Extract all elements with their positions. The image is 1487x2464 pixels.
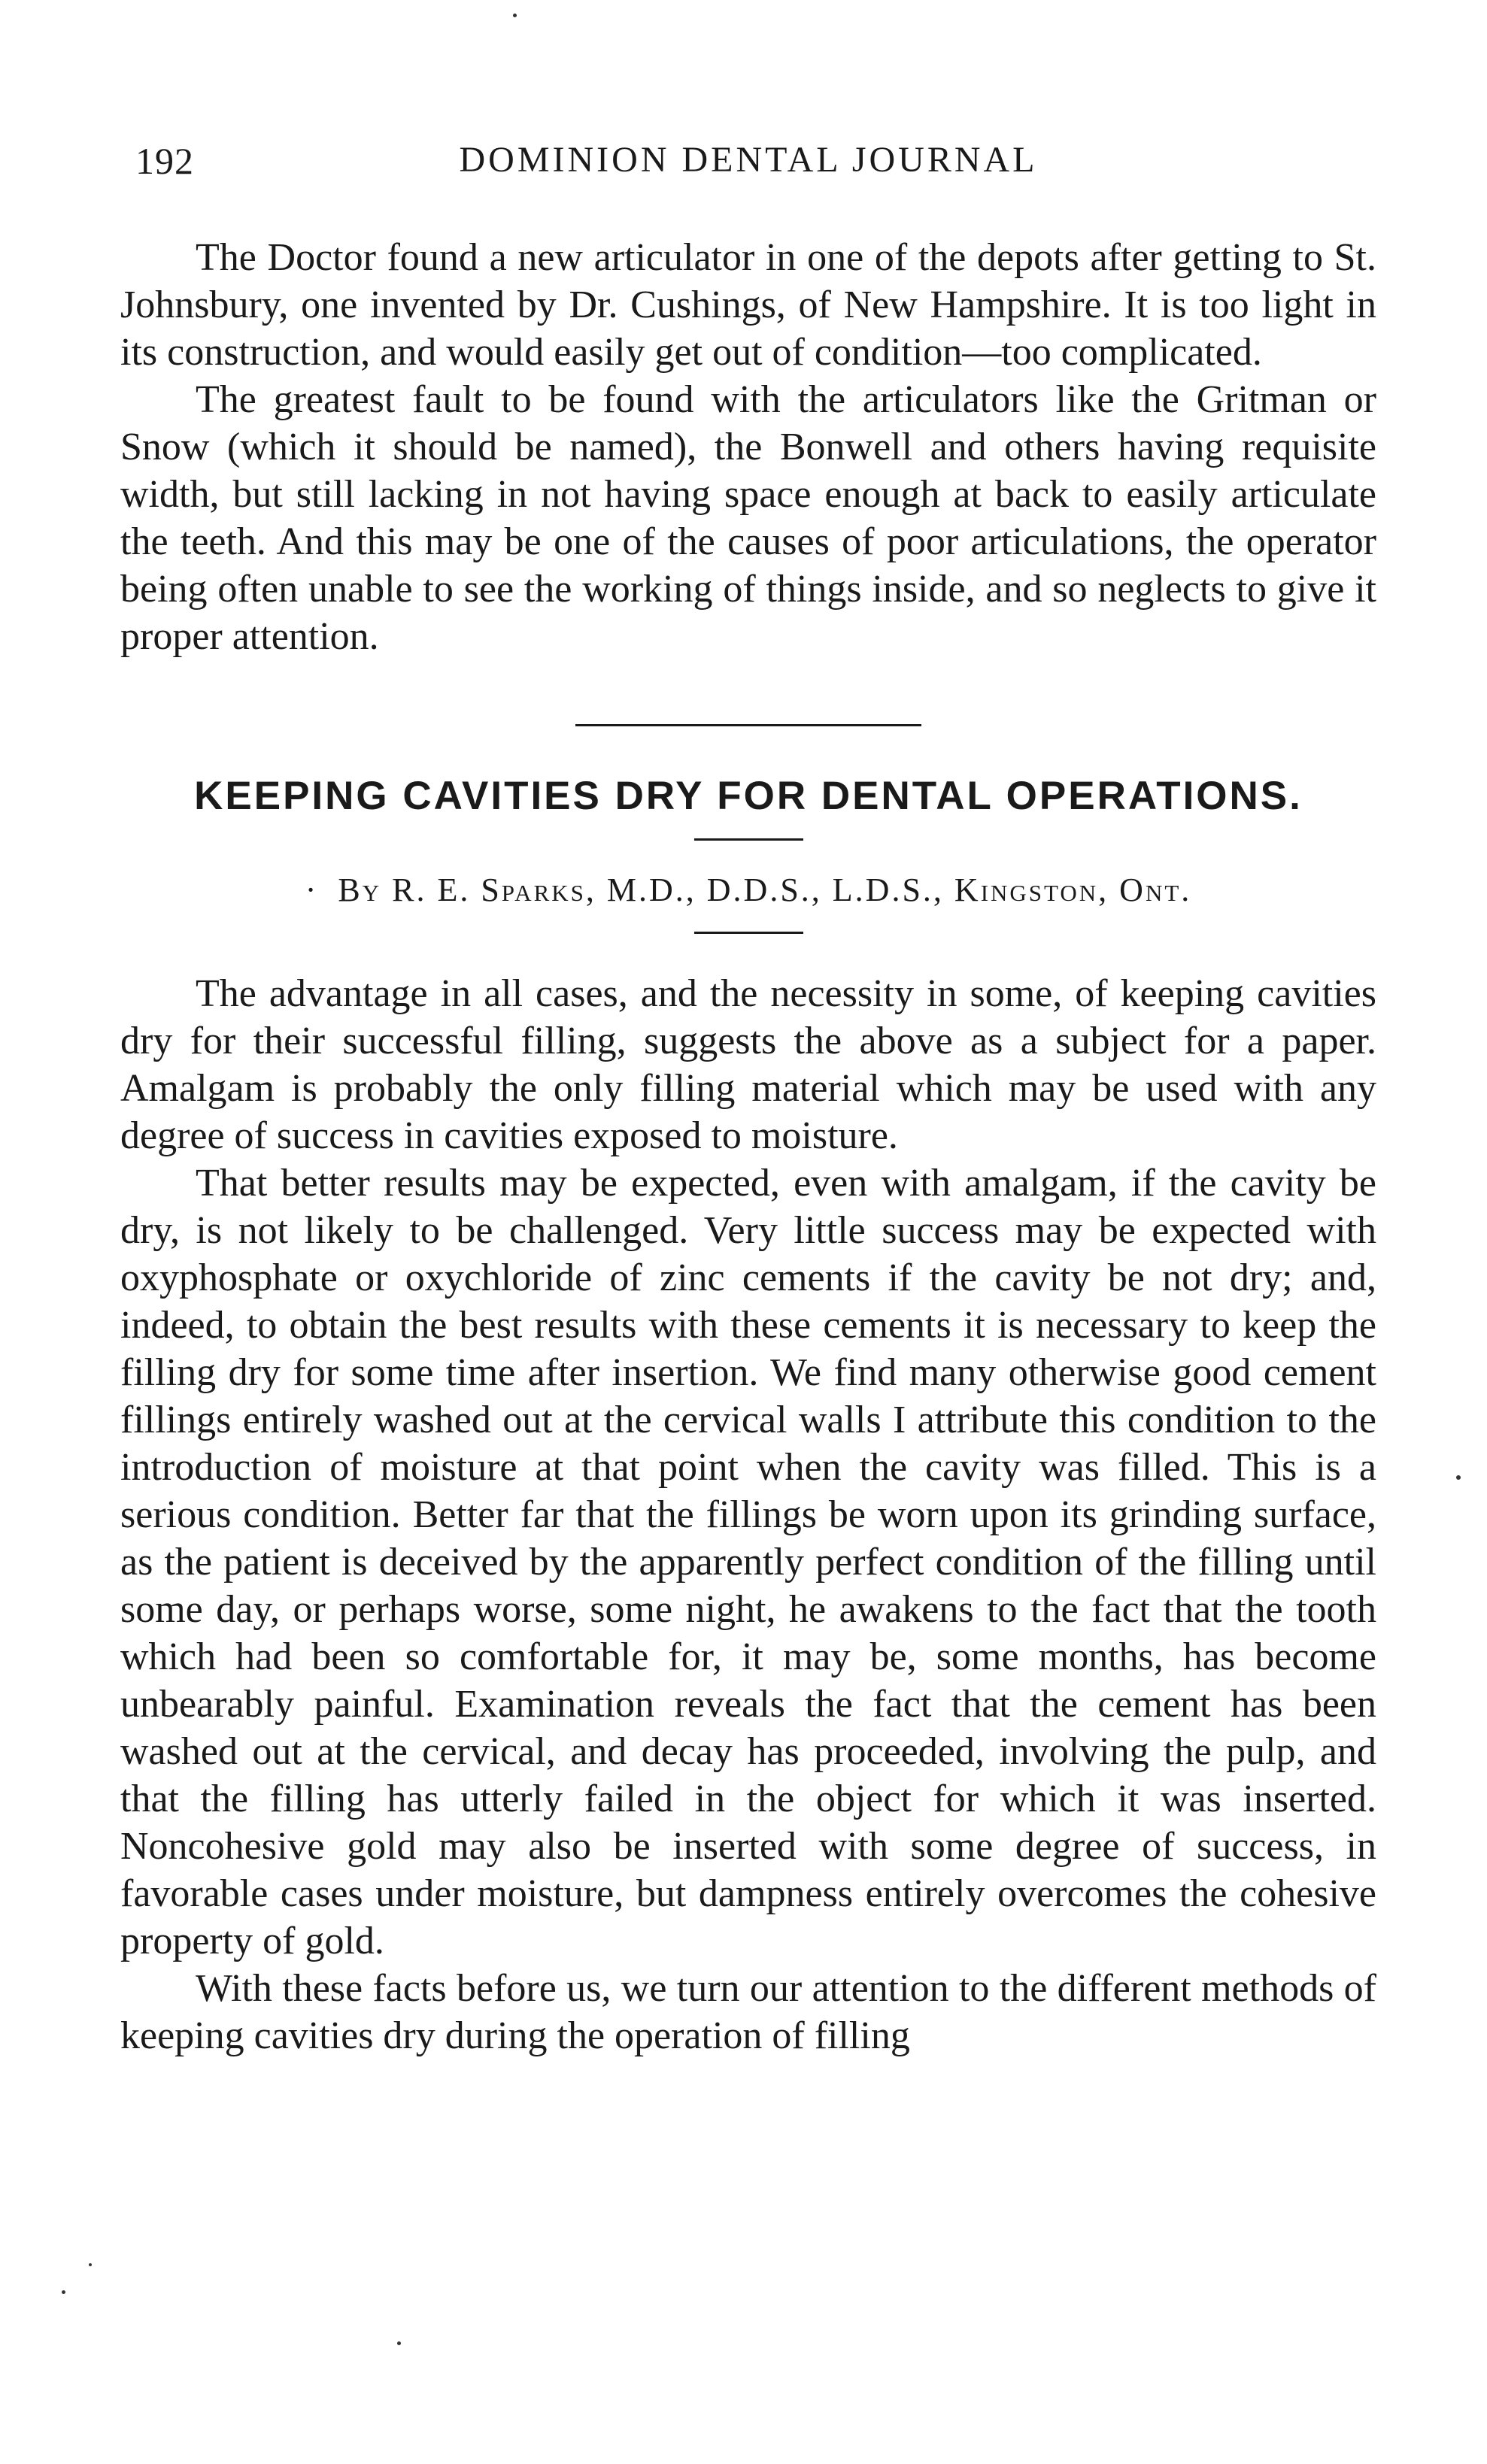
article-body	[120, 970, 1376, 2059]
ink-speck-bottom-left	[62, 2290, 65, 2294]
paragraph: That better results may be expected, even with amalgam, if the cavity be dry, is not likely to be challenged. Very little success may be expected with oxyphosphate or oxychloride of zinc cements if the cavity be not dry; and, indeed, to obtain the best results with these cements it is necessary to keep the filling dry for some time after insertion. We find many otherwise good cement fillings entirely washed out at the cervical walls I attribute this condition to the introduction of moisture at that point when the cavity was filled. This is a serious condition. Better far that the fillings be worn upon its grinding surface, as the patient is deceived by the apparently perfect condition of the filling until some day, or perhaps worse, some night, he awakens to the fact that the tooth which had been so comfortable for, it may be, some months, has become unbearably painful. Examination reveals the fact that the cement has been washed out at the cervical, and decay has proceeded, involving the pulp, and that the filling has utterly failed in the object for which it was inserted. Noncohesive gold may also be inserted with some degree of success, in favorable cases under moisture, but dampness entirely overcomes the cohesive property of gold.	[120, 1162, 1376, 1962]
ink-speck-bottom-mid	[397, 2341, 401, 2345]
running-head	[120, 139, 1376, 192]
byline-text: By R. E. Sparks, M.D., D.D.S., L.D.S., Kingston, Ont.	[338, 871, 1192, 908]
article-byline	[120, 871, 1376, 909]
paragraph: With these facts before us, we turn our attention to the different methods of keeping cavities dry during the operation of filling	[120, 1967, 1376, 2057]
previous-article-text	[120, 234, 1376, 660]
title-rule	[694, 838, 803, 841]
ink-speck-top	[513, 14, 517, 17]
journal-title: DOMINION DENTAL JOURNAL	[459, 140, 1038, 180]
byline-bullet: ·	[305, 871, 319, 908]
section-divider	[575, 724, 921, 726]
paragraph: The Doctor found a new articulator in one of the depots after getting to St. Johnsbury, one invented by Dr. Cushings, of New Hampshire. It is too light in its construction, and would easily get out of condition—too complicated.	[120, 236, 1376, 374]
article-title: KEEPING CAVITIES DRY FOR DENTAL OPERATIONS.	[194, 774, 1303, 818]
ink-speck-right	[1456, 1475, 1461, 1480]
page-number: 192	[135, 140, 194, 182]
paragraph: The greatest fault to be found with the articulators like the Gritman or Snow (which it should be named), the Bonwell and others having requisite width, but still lacking in not having space enough at back to easily articulate the teeth. And this may be one of the causes of poor articulations, the operator being often unable to see the working of things inside, and so neglects to give it proper attention.	[120, 378, 1376, 658]
paragraph: The advantage in all cases, and the necessity in some, of keeping cavities dry for their successful filling, suggests the above as a subject for a paper. Amalgam is probably the only filling material which may be used with any degree of success in cavities exposed to moisture.	[120, 972, 1376, 1157]
ink-speck-bottom-small	[89, 2263, 92, 2266]
book-page	[120, 139, 1376, 2059]
byline-rule	[694, 932, 803, 934]
